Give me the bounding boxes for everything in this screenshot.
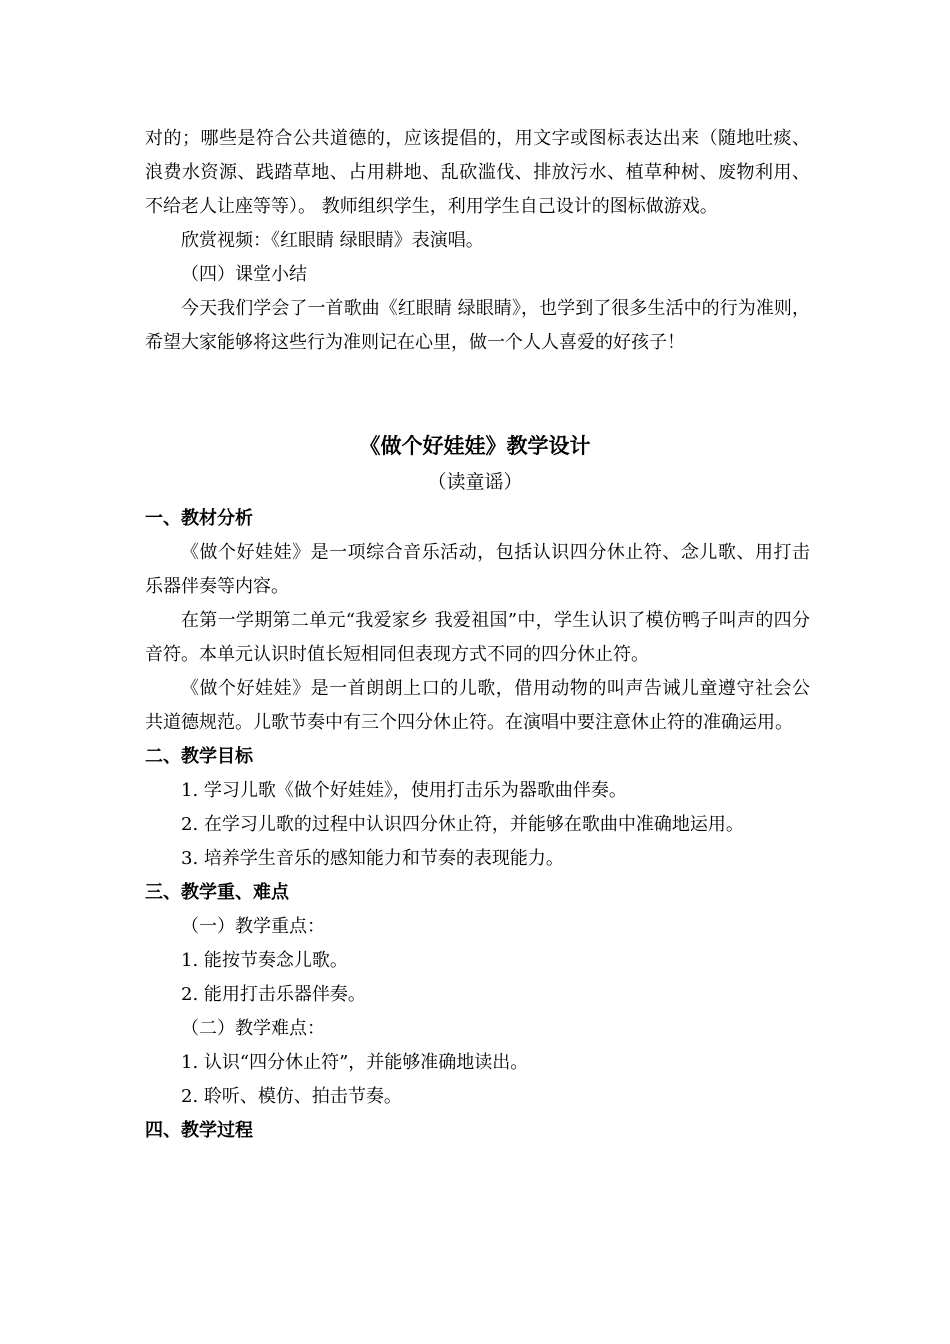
paragraph: 对的；哪些是符合公共道德的，应该提倡的，用文字或图标表达出来（随地吐痰、浪费水资源、践踏草地、占用耕地、乱砍滥伐、排放污水、植草种树、废物利用、不给老人让座等等）。 教师组织学生，利用学生自己设计的图标做游戏。 (145, 128, 810, 217)
paragraph: 《做个好娃娃》是一首朗朗上口的儿歌，借用动物的叫声告诫儿童遵守社会公共道德规范。儿歌节奏中有三个四分休止符。在演唱中要注意休止符的准确运用。 (145, 678, 810, 733)
paragraph: 在第一学期第二单元“我爱家乡 我爱祖国”中，学生认识了模仿鸭子叫声的四分音符。本单元认识时值长短相同但表现方式不同的四分休止符。 (145, 610, 810, 665)
section-heading: 二、教学目标 (145, 746, 253, 767)
list-item: 2. 在学习儿歌的过程中认识四分休止符，并能够在歌曲中准确地运用。 (181, 814, 744, 835)
list-item: 3. 培养学生音乐的感知能力和节奏的表现能力。 (181, 848, 564, 869)
paragraph: 《做个好娃娃》是一项综合音乐活动，包括认识四分休止符、念儿歌、用打击乐器伴奏等内容。 (145, 542, 810, 597)
document-title: 《做个好娃娃》教学设计 (359, 434, 591, 458)
section-label: （四）课堂小结 (181, 264, 307, 285)
subsection-label: （二）教学难点： (181, 1018, 325, 1039)
lesson-plan-body (145, 502, 810, 1148)
section-heading: 三、教学重、难点 (145, 882, 289, 903)
paragraph: 今天我们学会了一首歌曲《红眼睛 绿眼睛》，也学到了很多生活中的行为准则，希望大家能够将这些行为准则记在心里，做一个人人喜爱的好孩子！ (145, 298, 810, 353)
document-subtitle: （读童谣） (427, 471, 523, 493)
previous-lesson-continuation (145, 122, 810, 360)
subsection-label: （一）教学重点： (181, 916, 325, 937)
list-item: 1. 认识“四分休止符”，并能够准确地读出。 (181, 1052, 529, 1073)
section-heading: 四、教学过程 (145, 1120, 253, 1141)
list-item: 1. 学习儿歌《做个好娃娃》，使用打击乐为器歌曲伴奏。 (181, 780, 627, 801)
paragraph: 欣赏视频：《红眼睛 绿眼睛》表演唱。 (181, 230, 484, 251)
list-item: 2. 能用打击乐器伴奏。 (181, 984, 366, 1005)
list-item: 1. 能按节奏念儿歌。 (181, 950, 348, 971)
section-heading: 一、教材分析 (145, 508, 253, 529)
list-item: 2. 聆听、模仿、拍击节奏。 (181, 1086, 402, 1107)
